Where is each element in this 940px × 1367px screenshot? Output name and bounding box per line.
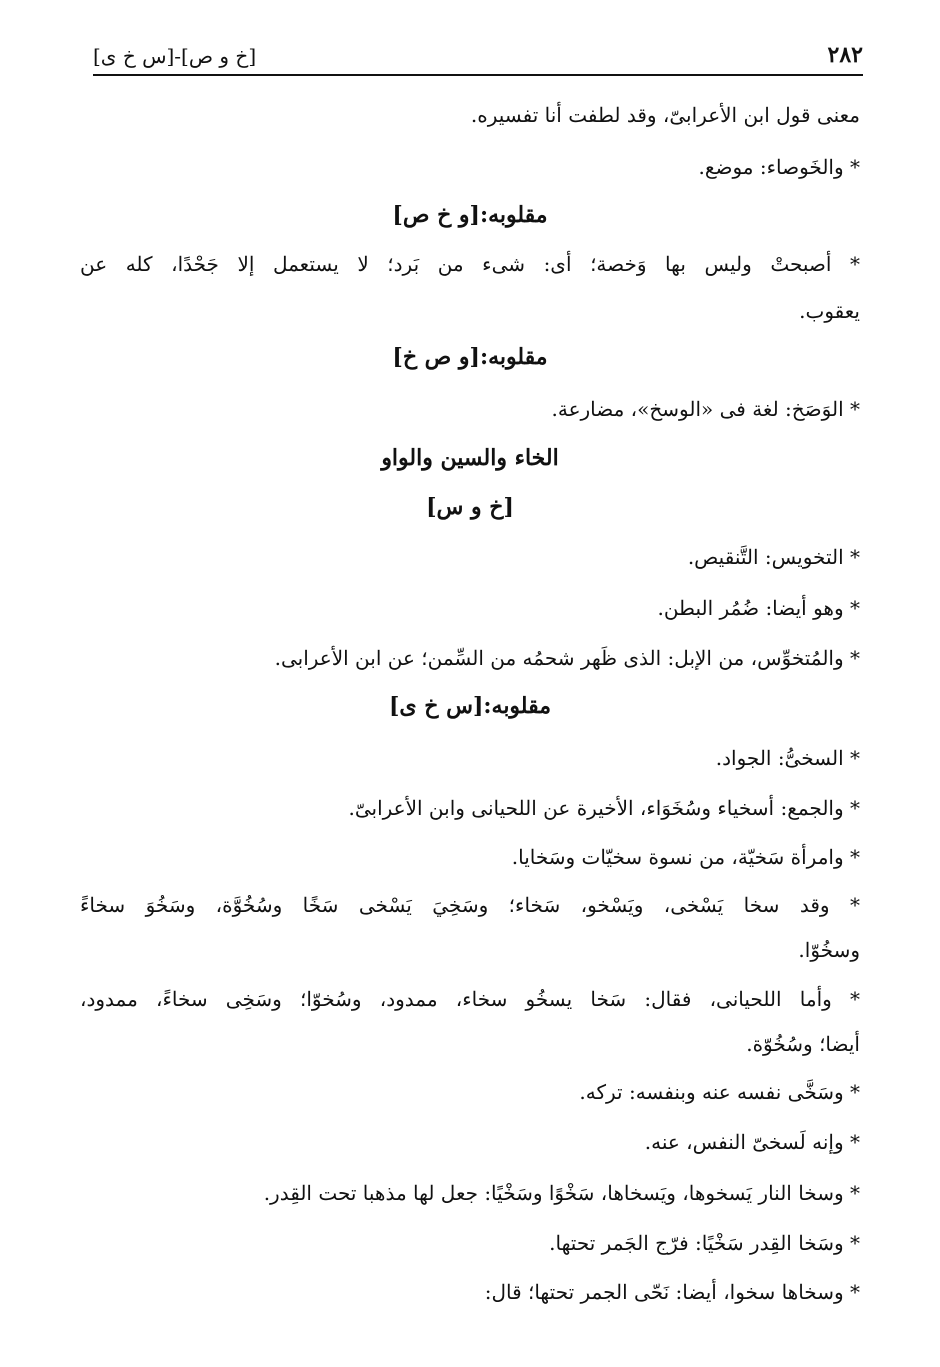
section-heading-wskh: مقلوبه:[و ص خ] — [392, 344, 548, 370]
text-line: يعقوب. — [799, 299, 860, 323]
entry-takhwis: * التخويس: التَّنقيص. — [687, 545, 860, 569]
entry-wakhsa: * أصبحتْ وليس بها وَخصة؛ أى: شىء من بَرد؛ لا يستعمل إلا جَحْدًا، كله عن — [80, 252, 860, 276]
running-title: [خ و ص]-[س خ ى] — [93, 44, 257, 68]
root-heading-khws: [خ و س] — [426, 494, 514, 520]
page-header — [93, 40, 863, 76]
entry-sakha-nar: * وسخا النار يَسخوها، ويَسخاها، سَخْوًا وسَخْيًا: جعل لها مذهبا تحت القِدر. — [263, 1181, 860, 1205]
chapter-heading: الخاء والسين والواو — [381, 445, 559, 471]
entry-sakhkha: * وسَخَّى نفسه عنه وبنفسه: تركه. — [579, 1080, 860, 1104]
entry-plural: * والجمع: أسخياء وسُخَوَاء، الأخيرة عن اللحيانى وابن الأعرابىّ. — [348, 796, 860, 820]
entry-sakhaha: * وسخاها سخوا، أيضا: نَحّى الجمر تحتها؛ قال: — [484, 1280, 860, 1304]
entry-sakhiyya: * وامرأة سَخيّة، من نسوة سخيّات وسَخايا. — [511, 845, 860, 869]
text-line: معنى قول ابن الأعرابىّ، وقد لطفت أنا تفسيره. — [470, 103, 860, 127]
section-heading-skhy: مقلوبه:[س خ ى] — [388, 693, 551, 719]
section-heading-wkhs: مقلوبه:[و خ ص] — [392, 202, 548, 228]
entry-dumur: * وهو أيضا: ضُمُر البطن. — [657, 596, 860, 620]
entry-wasakh: * الوَصَخ: لغة فى «الوسخ»، مضارعة. — [551, 397, 860, 421]
entry-lihyani: * وأما اللحيانى، فقال: سَخا يسخُو سخاء، ممدود، وسُخوّا؛ وسَخِى سخاءً، ممدود، — [80, 987, 860, 1011]
entry-sakhi: * السخىُّ: الجواد. — [715, 746, 860, 770]
entry-sakha-verb: * وقد سخا يَسْخى، ويَسْخو، سَخاء؛ وسَخِيَ يَسْخى سَخًا وسُخُوَّة، وسَخُوَ سخاءً — [80, 893, 860, 917]
entry-mutakhawwis: * والمُتخوِّس، من الإبل: الذى ظَهر شحمُه من السِّمن؛ عن ابن الأعرابى. — [274, 646, 860, 670]
text-line: أيضا؛ وسُخُوّة. — [746, 1032, 860, 1056]
page-number: ٢٨٢ — [827, 42, 863, 68]
text-line: وسخُوّا. — [798, 938, 860, 962]
entry-sakha-qidr: * وسَخا القِدر سَخْيًا: فرّج الجَمر تحتها. — [549, 1231, 860, 1255]
entry-sakhi-nafs: * وإنه لَسخىّ النفس، عنه. — [644, 1130, 860, 1154]
entry-khawsa: * والخَوصاء: موضع. — [698, 155, 860, 179]
